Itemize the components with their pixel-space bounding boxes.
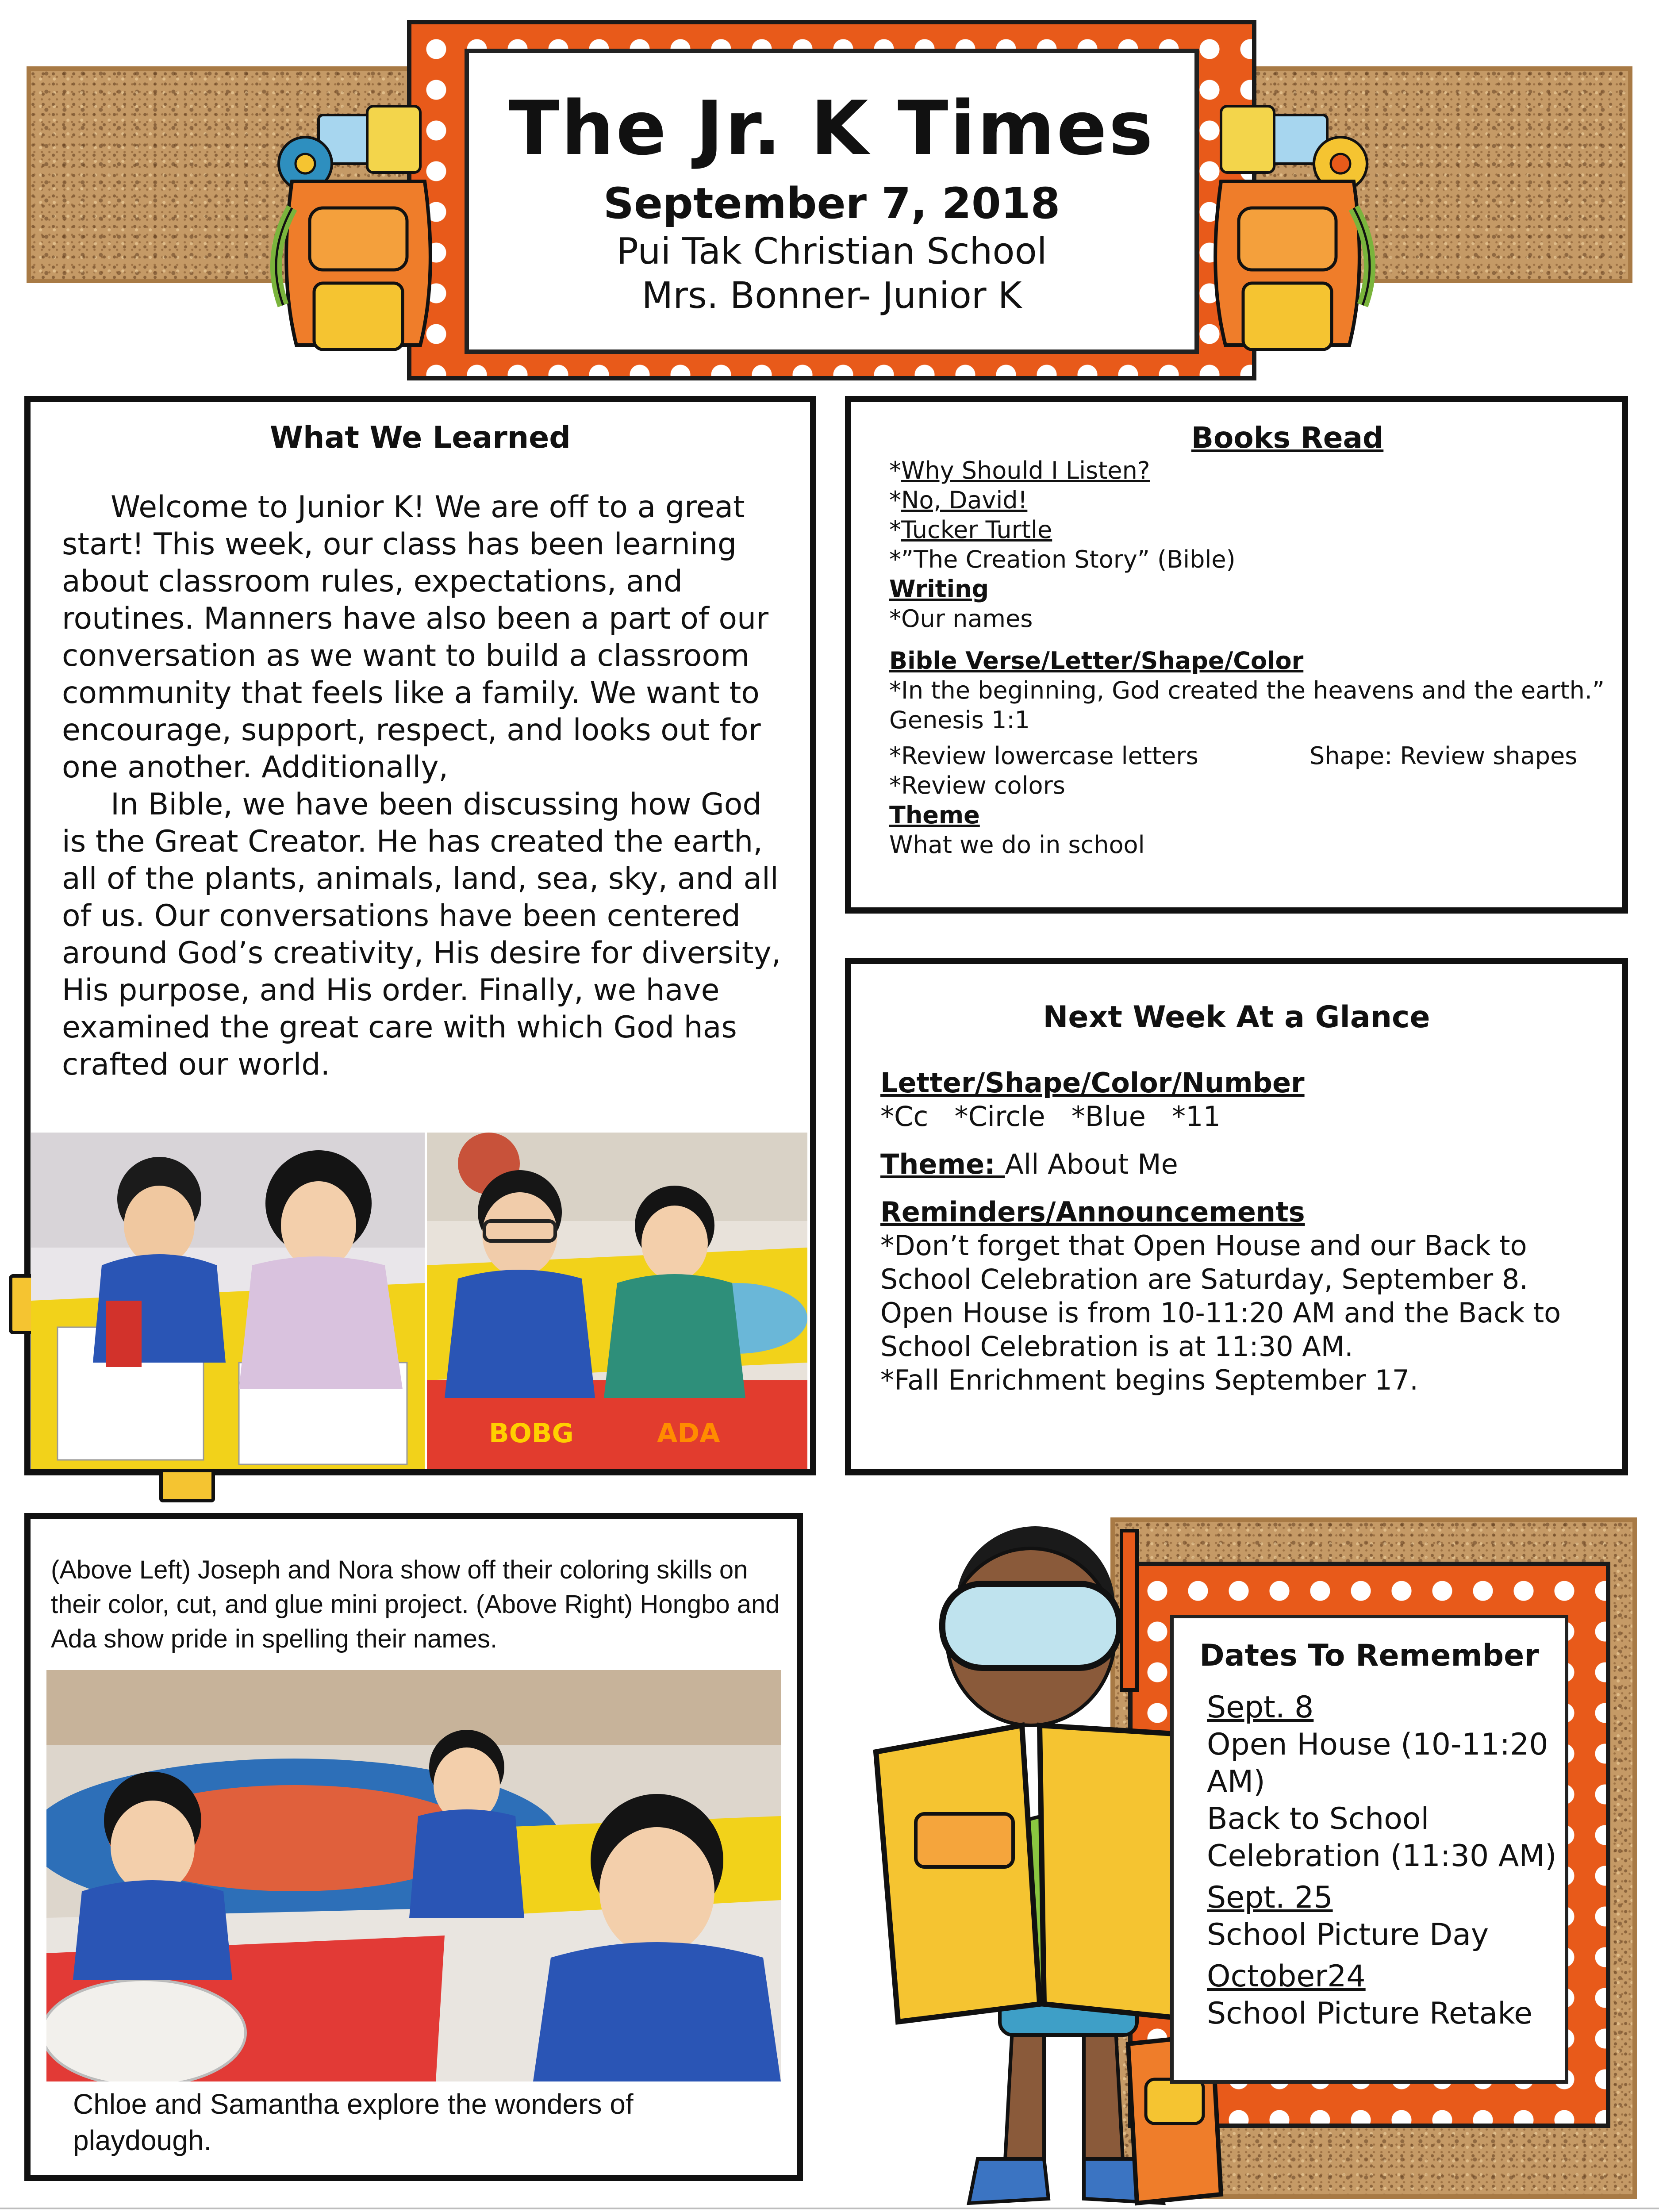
masthead-panel — [465, 49, 1199, 354]
photo-playdough — [46, 1670, 781, 2081]
date-sept-25: Sept. 25 — [1207, 1880, 1333, 1915]
top-photo-caption: (Above Left) Joseph and Nora show off their coloring skills on their color, cut, and glue mini project. (Above Right) Hongbo and Ada show pride in spelling their names. — [51, 1555, 780, 1653]
reminders-heading: Reminders/Announcements — [880, 1196, 1305, 1228]
dates-heading: Dates To Remember — [1199, 1638, 1539, 1673]
book-item: *No, David! — [889, 486, 1028, 514]
books-read-content — [889, 420, 1606, 860]
theme-heading: Theme — [889, 801, 980, 829]
what-we-learned-body — [62, 489, 787, 1083]
letters-shape-row — [889, 741, 1606, 771]
learned-paragraph-1: Welcome to Junior K! We are off to a great start! This week, our class has been learning about classroom rules, expectations, and routines. Manners have also been a part of our conversation as we want to build a classroom community that feels like a family. We want to encourage, support, respect, and looks out for one another. Additionally, — [62, 490, 769, 785]
learned-paragraph-2: In Bible, we have been discussing how God is the Great Creator. He has created the earth, all of the plants, animals, land, sea, sky, and all of us. Our conversations have been centered around God’s creativity, His desire for diversity, His purpose, and His order. Finally, we have examined the great care with which God has crafted our world. — [62, 787, 781, 1082]
bible-reference: Genesis 1:1 — [889, 706, 1030, 734]
next-week-heading: Next Week At a Glance — [1043, 1000, 1430, 1035]
bottom-rule — [0, 2208, 1659, 2209]
next-theme-row: Theme: All About Me — [880, 1148, 1178, 1180]
what-we-learned-heading: What We Learned — [270, 420, 571, 455]
teacher-name: Mrs. Bonner- Junior K — [641, 275, 1022, 317]
dates-to-remember-panel — [1170, 1615, 1568, 2084]
bottom-photo-caption: Chloe and Samantha explore the wonders of playdough. — [73, 2088, 634, 2156]
theme-item: What we do in school — [889, 831, 1145, 859]
shape-review: Shape: Review shapes — [1310, 742, 1578, 770]
bible-verse-heading: Bible Verse/Letter/Shape/Color — [889, 647, 1304, 675]
letters-review: *Review lowercase letters — [889, 742, 1198, 770]
svg-text:BOBG: BOBG — [489, 1418, 574, 1449]
book-item: *Why Should I Listen? — [889, 457, 1150, 484]
photo-coloring-project — [31, 1133, 425, 1469]
book-item: *”The Creation Story” (Bible) — [889, 545, 1236, 573]
date-sept-8: Sept. 8 — [1207, 1690, 1314, 1725]
photo-spelling-names — [427, 1133, 807, 1469]
lsc-heading: Letter/Shape/Color/Number — [880, 1067, 1305, 1099]
writing-heading: Writing — [889, 575, 989, 603]
school-name: Pui Tak Christian School — [616, 230, 1047, 273]
svg-text:ADA: ADA — [657, 1418, 720, 1449]
writing-item: *Our names — [889, 605, 1033, 633]
reminder-fall-enrichment: *Fall Enrichment begins September 17. — [880, 1364, 1418, 1396]
lsc-items: *Cc *Circle *Blue *11 — [880, 1100, 1221, 1133]
newsletter-date: September 7, 2018 — [603, 179, 1060, 228]
dates-list — [1207, 1689, 1561, 2032]
date-sept-8-events: Open House (10-11:20 AM) Back to School Celebration (11:30 AM) — [1207, 1727, 1557, 1874]
backpack-left-illustration — [265, 97, 451, 380]
next-week-content — [880, 1000, 1593, 1397]
puzzle-tab-bottom — [159, 1469, 215, 1502]
book-item: *Tucker Turtle — [889, 516, 1052, 544]
reminder-open-house: *Don’t forget that Open House and our Back to School Celebration are Saturday, September 8. Open House is from 10-11:20 AM and the Back to School Celebration is at 11:30 AM. — [880, 1229, 1561, 1363]
newsletter-title: The Jr. K Times — [508, 85, 1155, 172]
bible-verse: *In the beginning, God created the heavens and the earth.” — [889, 676, 1605, 704]
date-october-24: October24 — [1207, 1959, 1366, 1994]
date-sept-25-event: School Picture Day — [1207, 1917, 1489, 1952]
backpack-right-illustration — [1194, 97, 1380, 380]
books-read-heading: Books Read — [1191, 421, 1384, 455]
date-october-24-event: School Picture Retake — [1207, 1996, 1532, 2031]
colors-review: *Review colors — [889, 772, 1065, 799]
